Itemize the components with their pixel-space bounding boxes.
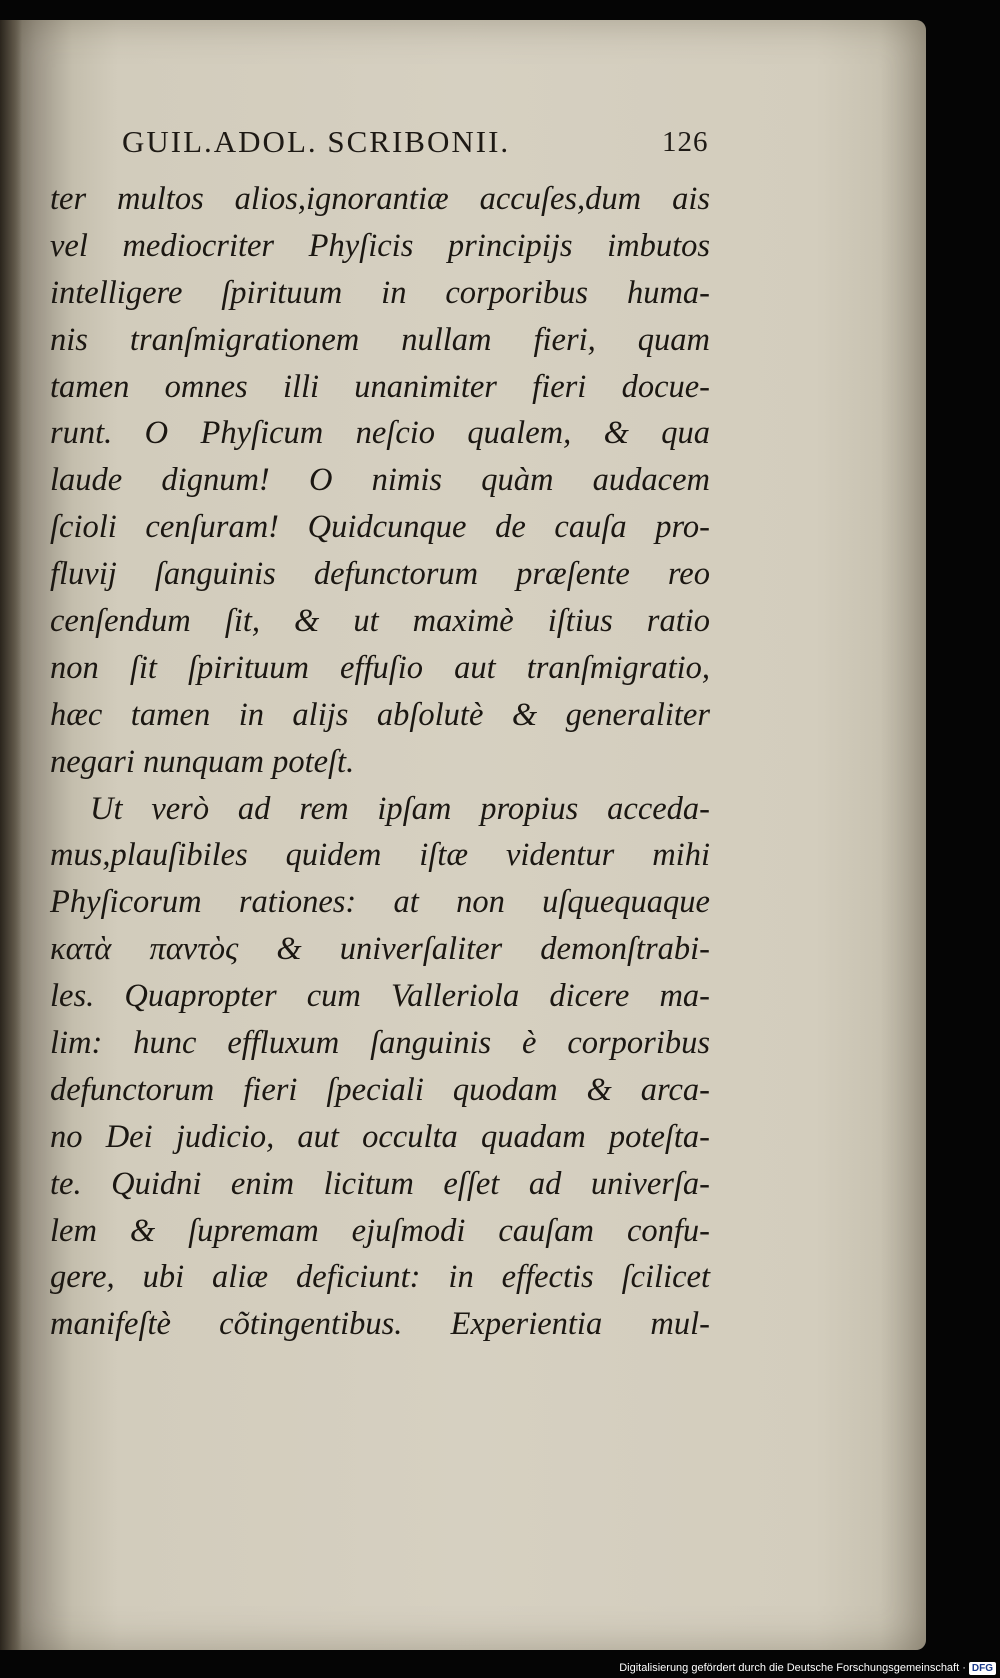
book-spine	[0, 20, 22, 1650]
text-line: κατὰ παντὸς & univerſaliter demonſtrabi-	[50, 931, 710, 968]
text-line: ſcioli cenſuram! Quidcunque de cauſa pro-	[50, 509, 710, 546]
text-line: les. Quapropter cum Valleriola dicere ma-	[50, 978, 710, 1015]
text-line: tamen omnes illi unanimiter fieri docue-	[50, 368, 710, 405]
running-head-title: GUIL.ADOL. SCRIBONII.	[122, 124, 511, 159]
text-line: intelligere ſpirituum in corporibus huma-	[50, 274, 710, 311]
digitization-credit	[619, 1660, 996, 1676]
text-line: gere, ubi aliæ deficiunt: in effectis ſcilicet	[50, 1259, 710, 1296]
text-line: hæc tamen in alijs abſolutè & generaliter	[50, 696, 710, 733]
dfg-logo: DFG	[969, 1662, 996, 1675]
text-line: te. Quidni enim licitum eſſet ad univerſa-	[50, 1165, 710, 1202]
text-line: mus,plauſibiles quidem iſtæ videntur mihi	[50, 837, 710, 874]
text-line: Phyſicorum rationes: at non uſquequaque	[50, 884, 710, 921]
text-line: runt. O Phyſicum neſcio qualem, & qua	[50, 415, 710, 452]
credit-text: Digitalisierung gefördert durch die Deutsche Forschungsgemeinschaft ·	[619, 1662, 966, 1674]
body-text	[50, 176, 710, 1348]
text-line: cenſendum ſit, & ut maximè iſtius ratio	[50, 603, 710, 640]
text-line: nis tranſmigrationem nullam fieri, quam	[50, 321, 710, 358]
text-line: lem & ſupremam ejuſmodi cauſam confu-	[50, 1212, 710, 1249]
text-line: manifeſtè cõtingentibus. Experientia mul-	[50, 1306, 710, 1343]
text-line: fluvij ſanguinis defunctorum præſente reo	[50, 556, 710, 593]
text-line: Ut verò ad rem ipſam propius accedа-	[90, 790, 710, 827]
running-head	[122, 124, 709, 160]
text-line: negari nunquam poteſt.	[50, 743, 355, 780]
text-line: vel mediocriter Phyſicis principijs imbutos	[50, 227, 710, 264]
page-number: 126	[662, 126, 709, 158]
text-line: no Dei judicio, aut occulta quadam poteſta-	[50, 1118, 710, 1155]
text-line: lim: hunc effluxum ſanguinis è corporibus	[50, 1025, 710, 1062]
text-line: non ſit ſpirituum effuſio aut tranſmigratio,	[50, 649, 710, 686]
text-line: defunctorum fieri ſpeciali quodam & arca-	[50, 1071, 710, 1108]
text-line: ter multos alios,ignorantiæ accuſes,dum ais	[50, 181, 710, 217]
text-line: laude dignum! O nimis quàm audacem	[50, 462, 710, 499]
